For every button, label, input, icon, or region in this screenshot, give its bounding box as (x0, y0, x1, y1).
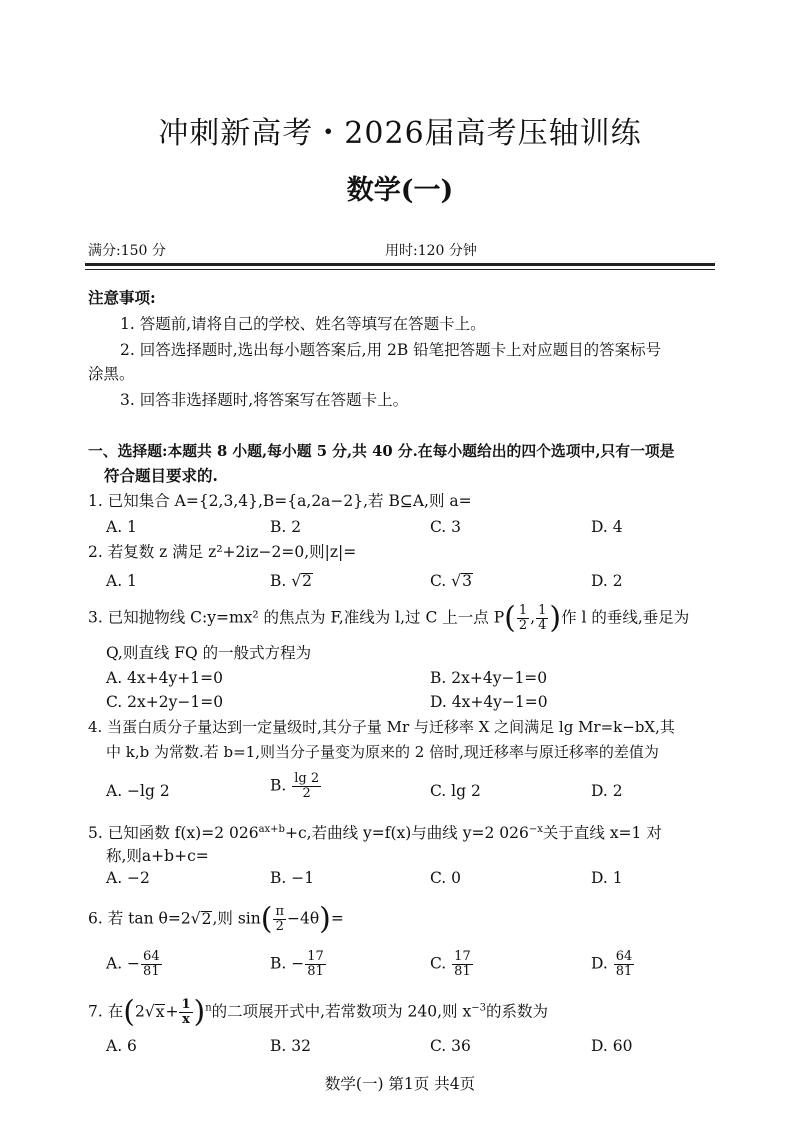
q6-option-b: B. − $\frac{17}{81}$ (270, 949, 324, 979)
question-4: 4. 当蛋白质分子量达到一定量级时,其分子量 Mr 与迁移率 X 之间满足 lg Mr=k−bX,其 (88, 718, 675, 736)
q4-option-b: B. $\frac{\lg 2}{2}$ (270, 771, 320, 801)
notice-item-2-cont: 涂黑。 (88, 365, 135, 383)
q1-option-b: B. 2 (270, 518, 302, 536)
q2-option-d: D. 2 (591, 572, 623, 590)
notice-item-2: 2. 回答选择题时,选出每小题答案后,用 2B 铅笔把答题卡上对应题目的答案标号 (120, 341, 662, 359)
question-5: 5. 已知函数 f(x)=2 $026^{ax+b}+c$,若曲线 y=f(x)与曲线 y=2 $026^{-x}$关于直线 x=1 对 (88, 824, 662, 843)
question-3: 3. 已知抛物线 C:y=mx² 的焦点为 F,准线为 l,过 C 上一点 P( $\frac{1}{2}$ , $\frac{1}{4}$ )作 l 的垂线,垂足为 (88, 600, 690, 636)
full-marks: 满分:150 分 (88, 243, 166, 259)
q1-option-c: C. 3 (430, 518, 462, 536)
q2-option-a: A. 1 (106, 572, 137, 590)
header-divider-thin (85, 269, 715, 270)
q6-option-a: A. − $\frac{64}{81}$ (106, 949, 160, 979)
question-4-cont: 中 k,b 为常数.若 b=1,则当分子量变为原来的 2 倍时,现迁移率与原迁移率的差值为 (106, 743, 659, 761)
q5-option-c: C. 0 (430, 869, 462, 887)
exam-subject: 数学(一) (346, 175, 454, 206)
q3-option-a: A. 4x+4y+1=0 (106, 669, 223, 687)
question-1: 1. 已知集合 A={2,3,4},B={a,2a−2},若 B⊆A,则 a= (88, 492, 472, 510)
q4-option-a: A. −lg 2 (106, 782, 170, 800)
question-7: 7. 在(2√x+ $\frac{1}{x}$ )$^n$的二项展开式中,若常数项为 240,则 $x^{-3}$的系数为 (88, 994, 548, 1030)
q6-option-d: D. $\frac{64}{81}$ (591, 949, 633, 979)
header-divider-thick (85, 263, 715, 266)
q3-option-d: D. 4x+4y−1=0 (430, 693, 548, 711)
q5-option-d: D. 1 (591, 869, 623, 887)
section-heading: 一、选择题:本题共 8 小题,每小题 5 分,共 40 分.在每小题给出的四个选项中,只有一项是 (88, 443, 675, 460)
q3-option-b: B. 2x+4y−1=0 (430, 669, 548, 687)
q7-option-a: A. 6 (106, 1037, 137, 1055)
time-limit: 用时:120 分钟 (385, 243, 477, 259)
q5-option-a: A. −2 (106, 869, 150, 887)
q2-option-b: B. √2 (270, 572, 313, 590)
q2-option-c: C. √3 (430, 572, 472, 590)
notice-item-1: 1. 答题前,请将自己的学校、姓名等填写在答题卡上。 (120, 315, 486, 333)
q4-option-d: D. 2 (591, 782, 623, 800)
q1-option-d: D. 4 (591, 518, 623, 536)
section-heading-cont: 符合题目要求的. (104, 466, 218, 485)
notice-heading: 注意事项: (88, 288, 156, 307)
question-2: 2. 若复数 z 满足 z²+2iz−2=0,则|z|= (88, 543, 357, 561)
notice-item-3: 3. 回答非选择题时,将答案写在答题卡上。 (120, 391, 409, 409)
exam-title: 冲刺新高考・2026届高考压轴训练 (158, 116, 642, 151)
q6-option-c: C. $\frac{17}{81}$ (430, 949, 471, 979)
q5-option-b: B. −1 (270, 869, 315, 887)
question-6: 6. 若 tan θ=2√2,则 sin( $\frac{\pi}{2}$ −4θ)= (88, 901, 344, 937)
q4-option-c: C. lg 2 (430, 782, 481, 800)
q7-option-c: C. 36 (430, 1037, 471, 1055)
q1-option-a: A. 1 (106, 518, 137, 536)
question-3-cont: Q,则直线 FQ 的一般式方程为 (106, 644, 312, 662)
q7-option-b: B. 32 (270, 1037, 311, 1055)
q7-option-d: D. 60 (591, 1037, 633, 1055)
question-5-cont: 称,则a+b+c= (106, 847, 209, 865)
q3-option-c: C. 2x+2y−1=0 (106, 693, 224, 711)
page-footer: 数学(一) 第1页 共4页 (324, 1075, 476, 1093)
